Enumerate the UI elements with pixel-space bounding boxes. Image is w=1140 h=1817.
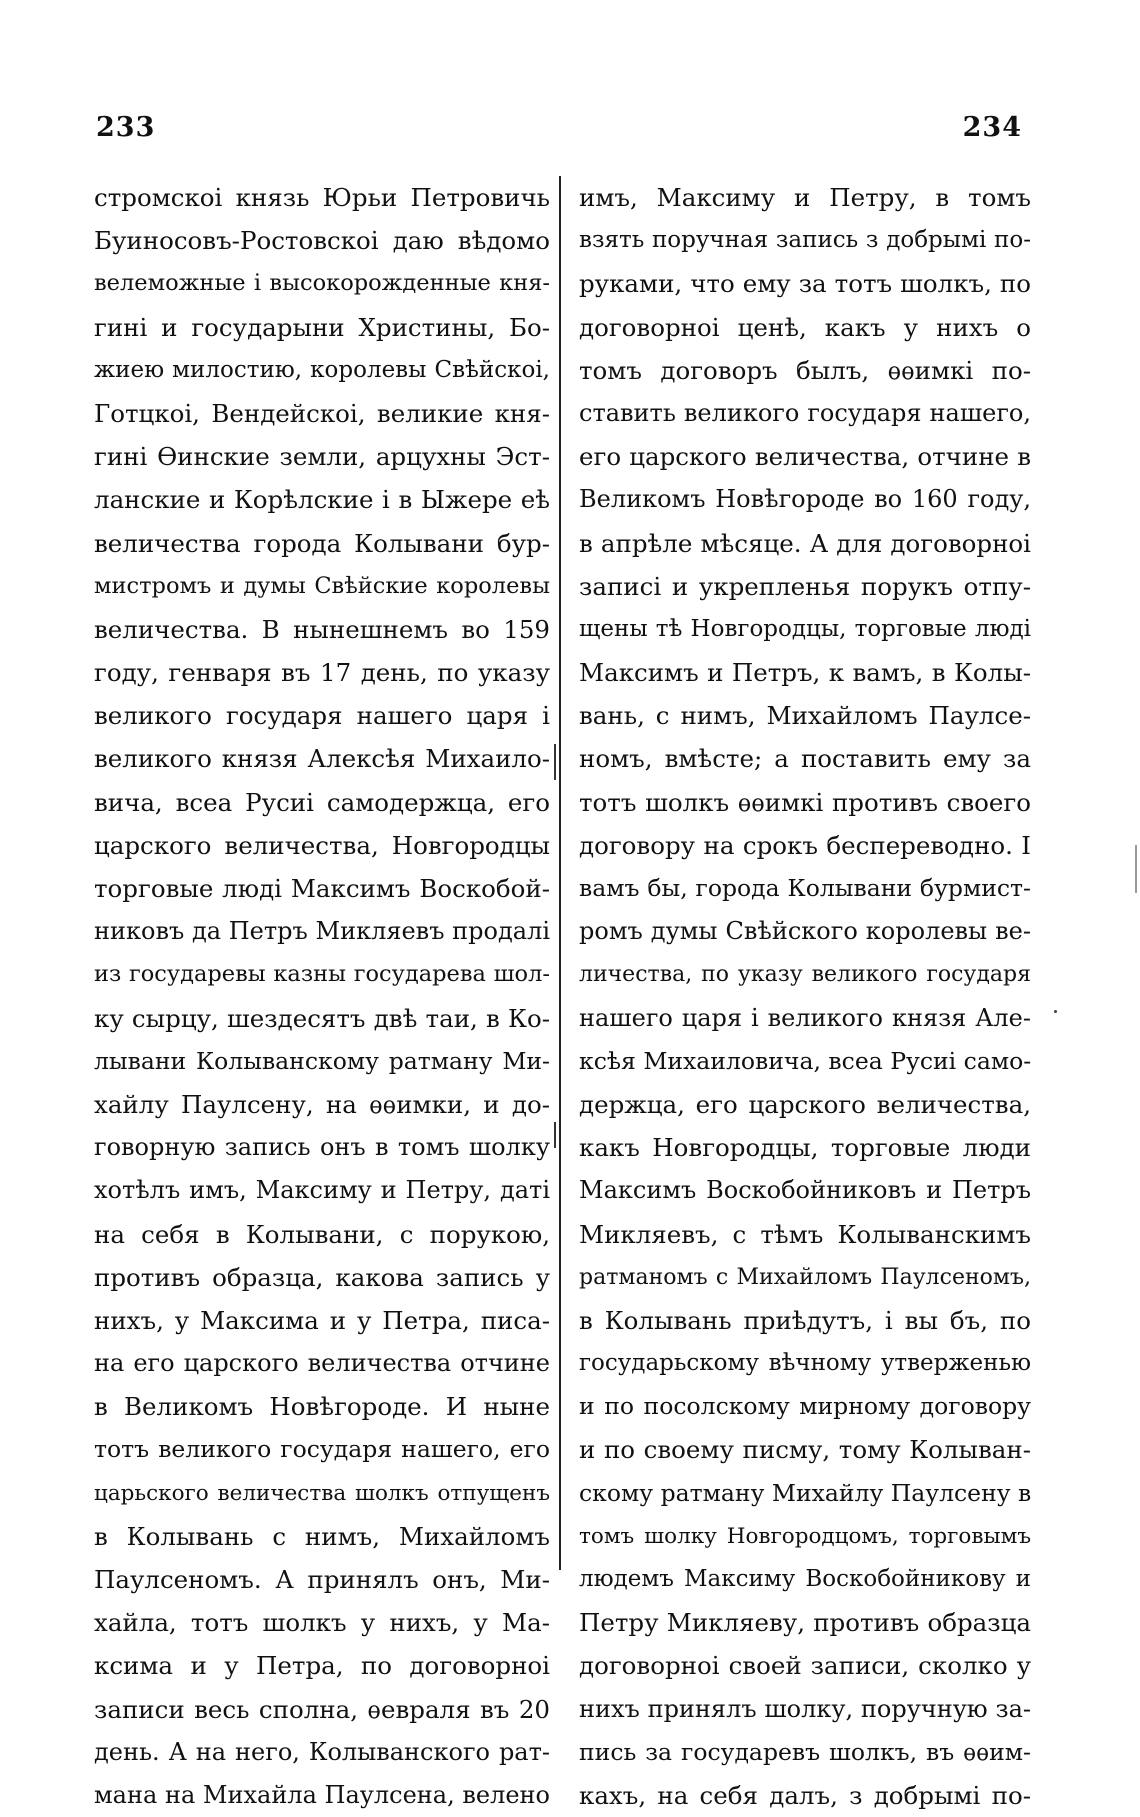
- left-text-column: [94, 176, 550, 1817]
- text-line: торговые люді Максимъ Воскобой-: [94, 874, 550, 903]
- scan-dot: [1054, 1010, 1057, 1013]
- text-line: Буиносовъ-Ростовскоі даю вѣдомо: [94, 226, 550, 256]
- text-line: нашего царя і великого князя Але-: [579, 1003, 1031, 1032]
- text-line: Великомъ Новѣгороде во 160 году,: [579, 485, 1031, 514]
- text-line: величества города Колывани бур-: [94, 528, 550, 558]
- text-line: ксима и у Петра, по договорноі: [94, 1651, 550, 1681]
- text-line: и по посолскому мирному договору: [579, 1392, 1031, 1421]
- text-line: царьского величества шолкъ отпущенъ: [94, 1480, 550, 1506]
- text-line: никовъ да Петръ Микляевъ продалі: [94, 917, 550, 946]
- text-line: гині Ѳинские земли, арцухны Эст-: [94, 442, 550, 472]
- text-line: людемъ Максиму Воскобойникову и: [579, 1566, 1031, 1592]
- text-line: руками, что ему за тотъ шолкъ, по: [579, 269, 1031, 299]
- text-line: велеможные і высокорожденные кня-: [94, 270, 550, 297]
- text-line: из государевы казны государева шол-: [94, 961, 550, 988]
- text-line: нихъ, у Максима и у Петра, писа-: [94, 1305, 550, 1335]
- text-line: великого князя Алексѣя Михаило-: [94, 744, 550, 774]
- text-line: записі и укрепленья порукъ отпу-: [579, 571, 1031, 601]
- column-divider-mark: [554, 744, 556, 780]
- text-line: жиею милостию, королевы Свѣйскоі,: [94, 356, 550, 383]
- text-line: стромскоі князь Юрьи Петровичь: [94, 183, 550, 212]
- text-line: ратманомъ с Михайломъ Паулсеномъ,: [579, 1264, 1031, 1290]
- text-line: пись за государевъ шолкъ, въ ѳѳим-: [579, 1737, 1031, 1766]
- text-line: Микляевъ, с тѣмъ Колыванскимъ: [579, 1219, 1031, 1249]
- text-line: в апрѣле мѣсяце. А для договорноі: [579, 528, 1031, 558]
- text-line: какъ Новгородцы, торговые люди: [579, 1133, 1031, 1163]
- text-line: величества. В нынешнемъ во 159: [94, 614, 550, 644]
- text-line: ку сырцу, шездесятъ двѣ таи, в Ко-: [94, 1003, 550, 1033]
- text-line: государьскому вѣчному утверженью: [579, 1350, 1031, 1377]
- text-line: гині и государыни Христины, Бо-: [94, 312, 550, 342]
- text-line: томъ договоръ былъ, ѳѳимкі по-: [579, 355, 1031, 385]
- text-line: нихъ принялъ шолку, поручную за-: [579, 1694, 1031, 1723]
- text-line: противъ образца, какова запись у: [94, 1262, 550, 1292]
- text-line: и по своему писму, тому Колыван-: [579, 1435, 1031, 1465]
- text-line: царского величества, Новгородцы: [94, 830, 550, 860]
- text-line: хайла, тотъ шолкъ у нихъ, у Ма-: [94, 1608, 550, 1638]
- text-line: записи весь сполна, ѳевраля въ 20: [94, 1694, 550, 1724]
- text-line: лывани Колыванскому ратману Ми-: [94, 1046, 550, 1075]
- text-line: вань, с нимъ, Михайломъ Паулсе-: [579, 701, 1031, 731]
- text-line: Максимъ и Петръ, к вамъ, в Колы-: [579, 658, 1031, 688]
- text-line: ромъ думы Свѣйского королевы ве-: [579, 917, 1031, 946]
- text-line: договорноі своей записи, сколко у: [579, 1651, 1031, 1681]
- text-line: на себя в Колывани, с порукою,: [94, 1219, 550, 1249]
- text-line: в Колывань с нимъ, Михайломъ: [94, 1521, 550, 1551]
- text-line: кахъ, на себя далъ, з добрымі по-: [579, 1780, 1031, 1810]
- text-line: мистромъ и думы Свѣйские королевы: [94, 572, 550, 599]
- text-line: договорноі ценѣ, какъ у нихъ о: [579, 312, 1031, 342]
- text-line: Паулсеномъ. А принялъ онъ, Ми-: [94, 1565, 550, 1594]
- text-line: скому ратману Михайлу Паулсену в: [579, 1478, 1032, 1507]
- text-line: хайлу Паулсену, на ѳѳимки, и до-: [94, 1089, 550, 1119]
- text-line: тотъ шолкъ ѳѳимкі противъ своего: [579, 787, 1031, 817]
- text-line: вамъ бы, города Колывани бурмист-: [579, 874, 1031, 902]
- text-line: ксѣя Михаиловича, всеа Русиі само-: [579, 1046, 1032, 1075]
- text-line: его царского величества, отчине в: [579, 442, 1031, 472]
- page-number-right: 234: [962, 112, 1022, 143]
- text-line: Максимъ Воскобойниковъ и Петръ: [579, 1176, 1031, 1205]
- text-line: ланские и Корѣлские і в Ыжере еѣ: [94, 485, 550, 515]
- page-number-left: 233: [96, 112, 156, 143]
- text-line: номъ, вмѣсте; а поставить ему за: [579, 744, 1031, 774]
- text-line: день. А на него, Колыванского рат-: [94, 1737, 550, 1766]
- text-line: говорную запись онъ в томъ шолку: [94, 1133, 550, 1162]
- text-line: вича, всеа Русиі самодержца, его: [94, 787, 550, 817]
- scan-edge-mark: [1135, 845, 1137, 893]
- text-line: тотъ великого государя нашего, его: [94, 1435, 550, 1464]
- text-line: году, генваря въ 17 день, по указу: [94, 658, 550, 688]
- text-line: держца, его царского величества,: [579, 1089, 1031, 1119]
- text-line: ставить великого государя нашего,: [579, 398, 1031, 427]
- right-text-column: [579, 176, 1031, 1817]
- text-line: на его царского величества отчине: [94, 1349, 550, 1378]
- text-line: томъ шолку Новгородцомъ, торговымъ: [579, 1523, 1031, 1549]
- text-line: великого государя нашего царя і: [94, 701, 550, 731]
- text-line: мана на Михайла Паулсена, велено: [94, 1780, 550, 1809]
- text-line: договору на срокъ беспереводно. І: [579, 830, 1031, 860]
- text-line: личества, по указу великого государя: [579, 962, 1031, 988]
- text-line: в Колывань приѣдутъ, і вы бъ, по: [579, 1305, 1031, 1335]
- text-line: Готцкоі, Вендейскоі, великие кня-: [94, 398, 550, 428]
- text-line: в Великомъ Новѣгороде. И ныне: [94, 1392, 550, 1422]
- text-line: Петру Микляеву, противъ образца: [579, 1608, 1031, 1638]
- column-divider-mark: [554, 1122, 556, 1148]
- column-divider: [559, 176, 561, 1570]
- text-line: взять поручная запись з добрымі по-: [579, 227, 1031, 254]
- text-line: имъ, Максиму и Петру, в томъ: [579, 183, 1031, 212]
- text-line: хотѣлъ имъ, Максиму и Петру, даті: [94, 1176, 550, 1205]
- text-line: щены тѣ Новгородцы, торговые люді: [579, 615, 1031, 642]
